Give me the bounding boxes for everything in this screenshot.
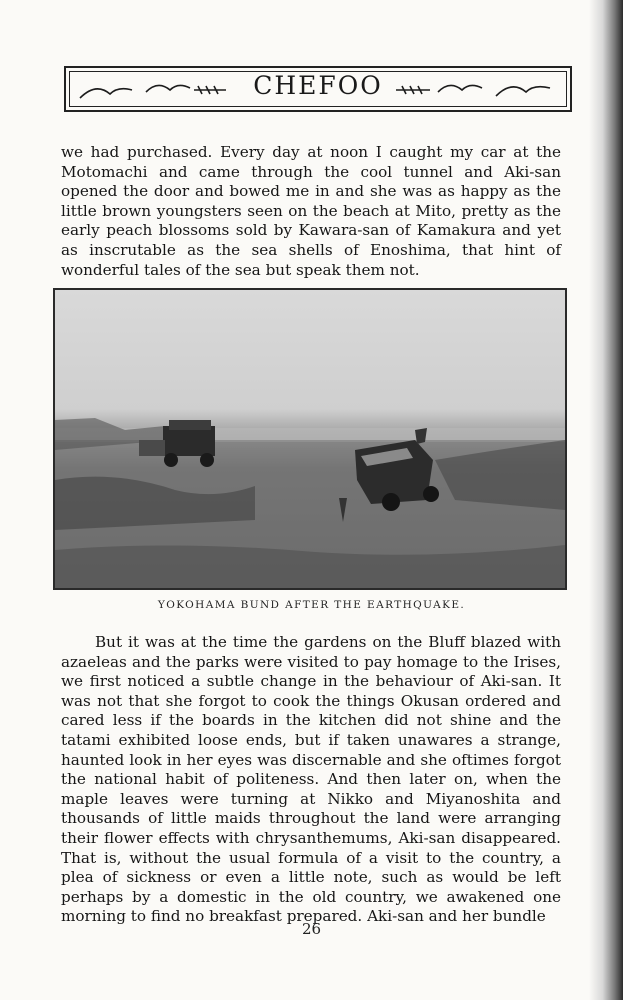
header-title: CHEFOO xyxy=(253,71,383,100)
page-number: 26 xyxy=(301,920,322,938)
photo-caption: YOKOHAMA BUND AFTER THE EARTHQUAKE. xyxy=(157,599,466,611)
paragraph-1: we had purchased. Every day at noon I caught my car at the Motomachi and came through the cool tunnel and Aki-san opened the door and bowed me in and she was as happy as the little brown youngsters seen on the beach at Mito, pretty as the early peach blossoms sold by Kawara-san of Kamakura and yet as inscrutable as the sea shells of Enoshima, that hint of wonderful tales of the sea but speak them not. xyxy=(61,143,561,279)
paragraph-2: But it was at the time the gardens on the Bluff blazed with azaeleas and the parks were visited to pay homage to the Irises, we first noticed a subtle change in the behaviour of Aki-san. It was not that she forgot to cook the things Okusan ordered and cared less if the boards in the kitchen did not shine and the tatami exhibited loose ends, but if taken unawares a strange, haunted look in her eyes was discernable and she oftimes forgot the national habit of politeness. And then later on, when the maple leaves were turning at Nikko and Miyanoshita and thousands of little maids throughout the land were arranging their flower effects with chrysanthemums, Aki-san disappeared. That is, without the usual formula of a visit to the country, a plea of sickness or even a little note, such as would be left perhaps by a domestic in the old country, we awakened one morning to find no breakfast prepared. Aki-san and her bundle xyxy=(61,633,561,926)
photo-scene xyxy=(55,290,565,588)
earthquake-photograph xyxy=(53,288,567,590)
running-header xyxy=(64,66,572,112)
page-edge-shadow xyxy=(589,0,623,1000)
